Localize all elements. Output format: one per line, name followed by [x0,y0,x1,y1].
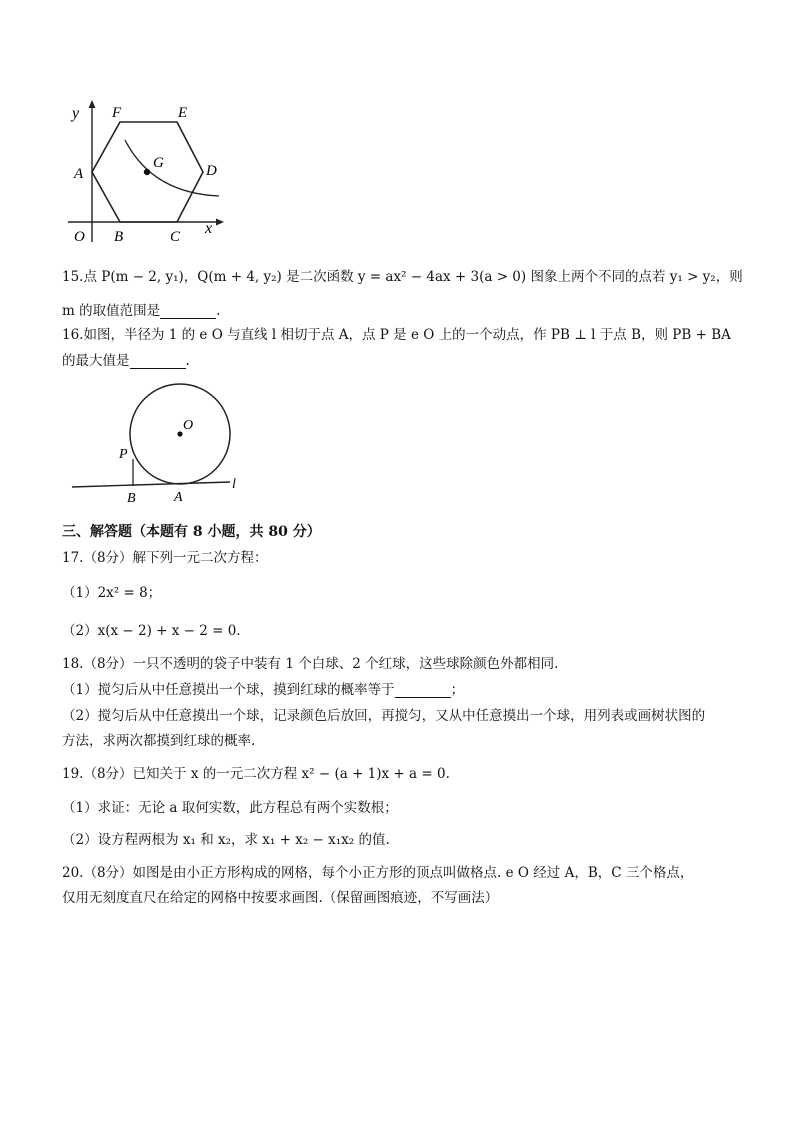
q18-part2-line1: （2）搅匀后从中任意摸出一个球，记录颜色后放回，再搅匀，又从中任意摸出一个球，用列表或画树状图的 [62,708,706,724]
q18-part2-line2: 方法，求两次都摸到红球的概率. [62,733,256,749]
q15-line1: 15.点 P(m − 2, y₁)，Q(m + 4, y₂) 是二次函数 y = ax² − 4ax + 3(a > 0) 图象上两个不同的点若 y₁ > y₂，则 [62,269,743,285]
label-c: C [170,229,181,245]
q20-line2: 仅用无刻度直尺在给定的网格中按要求画图.（保留画图痕迹，不写画法） [62,890,499,906]
q18-answer-blank[interactable] [395,683,451,698]
line-l [72,482,230,487]
label-o: O [74,229,85,245]
point-g [144,169,150,175]
q20-line1: 20.（8分）如图是由小正方形构成的网格，每个小正方形的顶点叫做格点. e O 经过 A，B，C 三个格点， [62,865,694,881]
label-f: F [112,105,122,121]
label-a: A [74,166,84,182]
label-l: l [232,477,236,492]
label-b2: B [127,491,136,506]
y-axis-arrow [89,100,96,108]
label-a2: A [174,490,183,505]
label-p: P [119,447,128,462]
q15-answer-blank[interactable] [160,304,216,319]
q19-part2: （2）设方程两根为 x₁ 和 x₂，求 x₁ + x₂ − x₁x₂ 的值. [62,832,390,848]
q19-part1: （1）求证：无论 a 取何实数，此方程总有两个实数根； [62,800,398,816]
label-b: B [114,229,124,245]
q19-stem: 19.（8分）已知关于 x 的一元二次方程 x² − (a + 1)x + a = 0. [62,766,450,782]
circle-figure [68,374,248,506]
q17-part2: （2）x(x − 2) + x − 2 = 0. [62,623,241,639]
label-o2: O [183,418,194,433]
label-x: x [205,220,213,237]
curve [125,140,219,196]
section-3-title: 三、解答题（本题有 8 小题，共 80 分） [62,524,321,540]
q17-stem: 17.（8分）解下列一元二次方程： [62,550,268,566]
center-o [177,431,182,436]
q17-part1: （1）2x² = 8； [62,585,162,601]
q18-stem: 18.（8分）一只不透明的袋子中装有 1 个白球、2 个红球，这些球除颜色外都相同. [62,656,559,672]
q16-line2: 的最大值是 . [62,353,190,369]
label-e: E [178,105,188,121]
q16-answer-blank[interactable] [130,354,186,369]
x-axis-arrow [216,219,224,226]
q16-line1: 16.如图，半径为 1 的 e O 与直线 l 相切于点 A，点 P 是 e O 上的一个动点，作 PB ⊥ l 于点 B，则 PB + BA [62,327,731,343]
q15-line2: m 的取值范围是 . [62,303,221,319]
label-g: G [153,155,164,171]
q18-part1: （1）搅匀后从中任意摸出一个球，摸到红球的概率等于 ； [62,682,465,698]
label-d: D [206,163,217,179]
hexagon-figure [62,98,232,246]
label-y: y [72,105,80,122]
